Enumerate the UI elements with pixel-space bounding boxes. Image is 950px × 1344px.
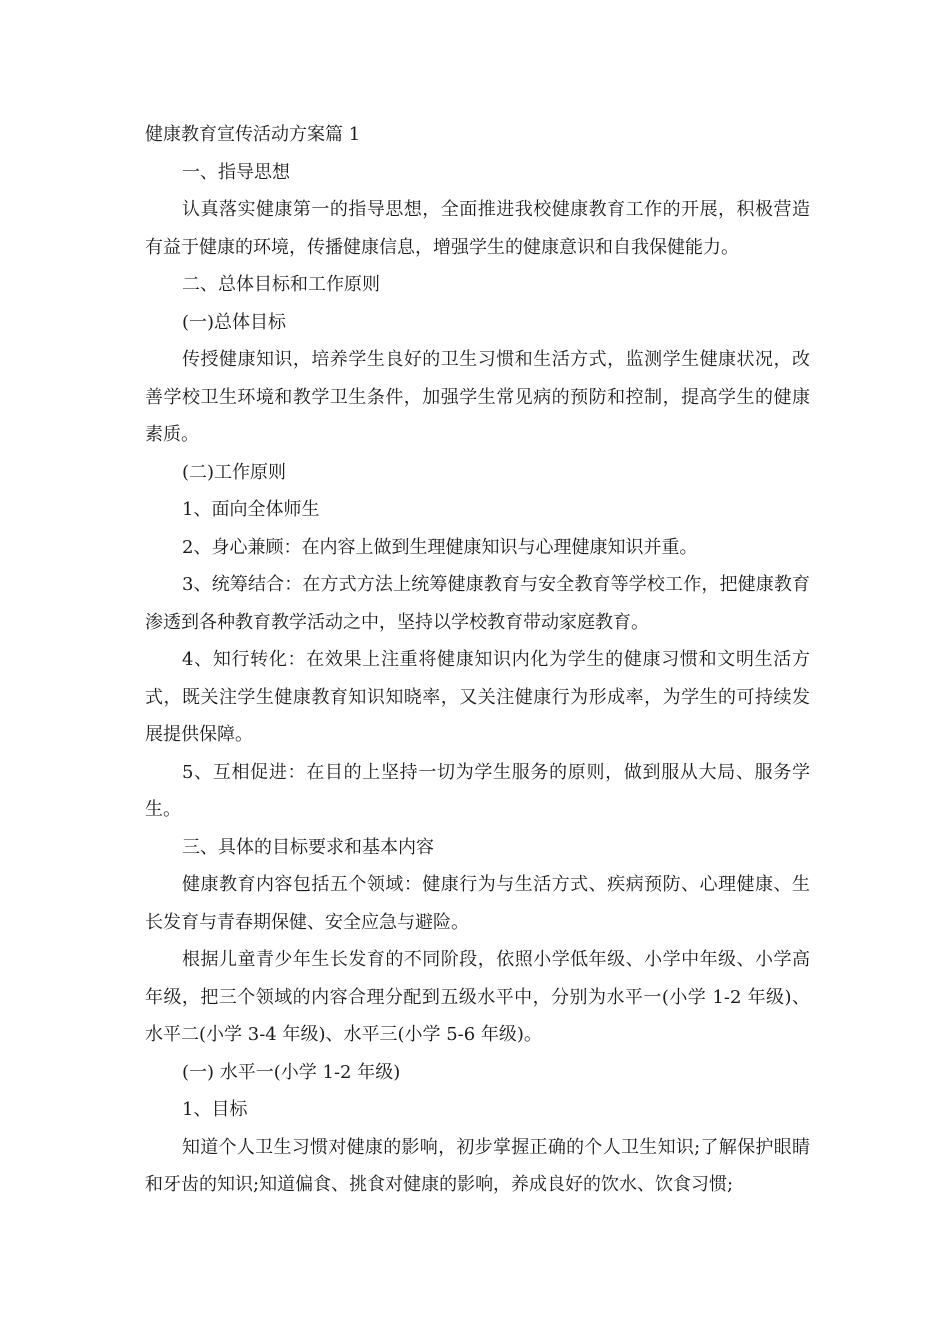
heading-guiding-ideology: 一、指导思想 bbox=[182, 161, 290, 183]
paragraph: 传授健康知识，培养学生良好的卫生习惯和生活方式，监测学生健康状况，改善学校卫生环境和教学卫生条件，加强学生常见病的预防和控制，提高学生的健康素质。 bbox=[145, 349, 810, 445]
heading-goals-principles: 二、总体目标和工作原则 bbox=[182, 274, 380, 295]
list-item: 4、知行转化：在效果上注重将健康知识内化为学生的健康习惯和文明生活方式，既关注学生健康教育知识知晓率，又关注健康行为形成率，为学生的可持续发展提供保障。 bbox=[145, 649, 810, 745]
document-body bbox=[145, 116, 810, 1204]
subheading-overall-goal: (一)总体目标 bbox=[182, 311, 287, 333]
paragraph: 根据儿童青少年生长发育的不同阶段，依照小学低年级、小学中年级、小学高年级，把三个领域的内容合理分配到五级水平中，分别为水平一(小学 1-2 年级)、水平二(小学 3-4 年级)、水平三(小学 5-6 年级)。 bbox=[145, 949, 810, 1045]
paragraph: 认真落实健康第一的指导思想，全面推进我校健康教育工作的开展，积极营造有益于健康的环境，传播健康信息，增强学生的健康意识和自我保健能力。 bbox=[145, 199, 810, 258]
subheading-goal: 1、目标 bbox=[182, 1099, 248, 1120]
list-item: 2、身心兼顾：在内容上做到生理健康知识与心理健康知识并重。 bbox=[182, 536, 698, 558]
list-item: 1、面向全体师生 bbox=[182, 499, 320, 520]
list-item: 3、统筹结合：在方式方法上统筹健康教育与安全教育等学校工作，把健康教育渗透到各种教育教学活动之中，坚持以学校教育带动家庭教育。 bbox=[145, 574, 810, 633]
heading-specific-goals: 三、具体的目标要求和基本内容 bbox=[182, 836, 434, 858]
subheading-work-principles: (二)工作原则 bbox=[182, 461, 287, 483]
paragraph: 健康教育内容包括五个领域：健康行为与生活方式、疾病预防、心理健康、生长发育与青春期保健、安全应急与避险。 bbox=[145, 874, 810, 933]
subheading-level-one: (一) 水平一(小学 1-2 年级) bbox=[182, 1061, 401, 1083]
list-item: 5、互相促进：在目的上坚持一切为学生服务的原则，做到服从大局、服务学生。 bbox=[145, 761, 810, 820]
document-title: 健康教育宣传活动方案篇 1 bbox=[145, 124, 361, 145]
paragraph: 知道个人卫生习惯对健康的影响，初步掌握正确的个人卫生知识;了解保护眼睛和牙齿的知识;知道偏食、挑食对健康的影响，养成良好的饮水、饮食习惯; bbox=[145, 1136, 810, 1195]
